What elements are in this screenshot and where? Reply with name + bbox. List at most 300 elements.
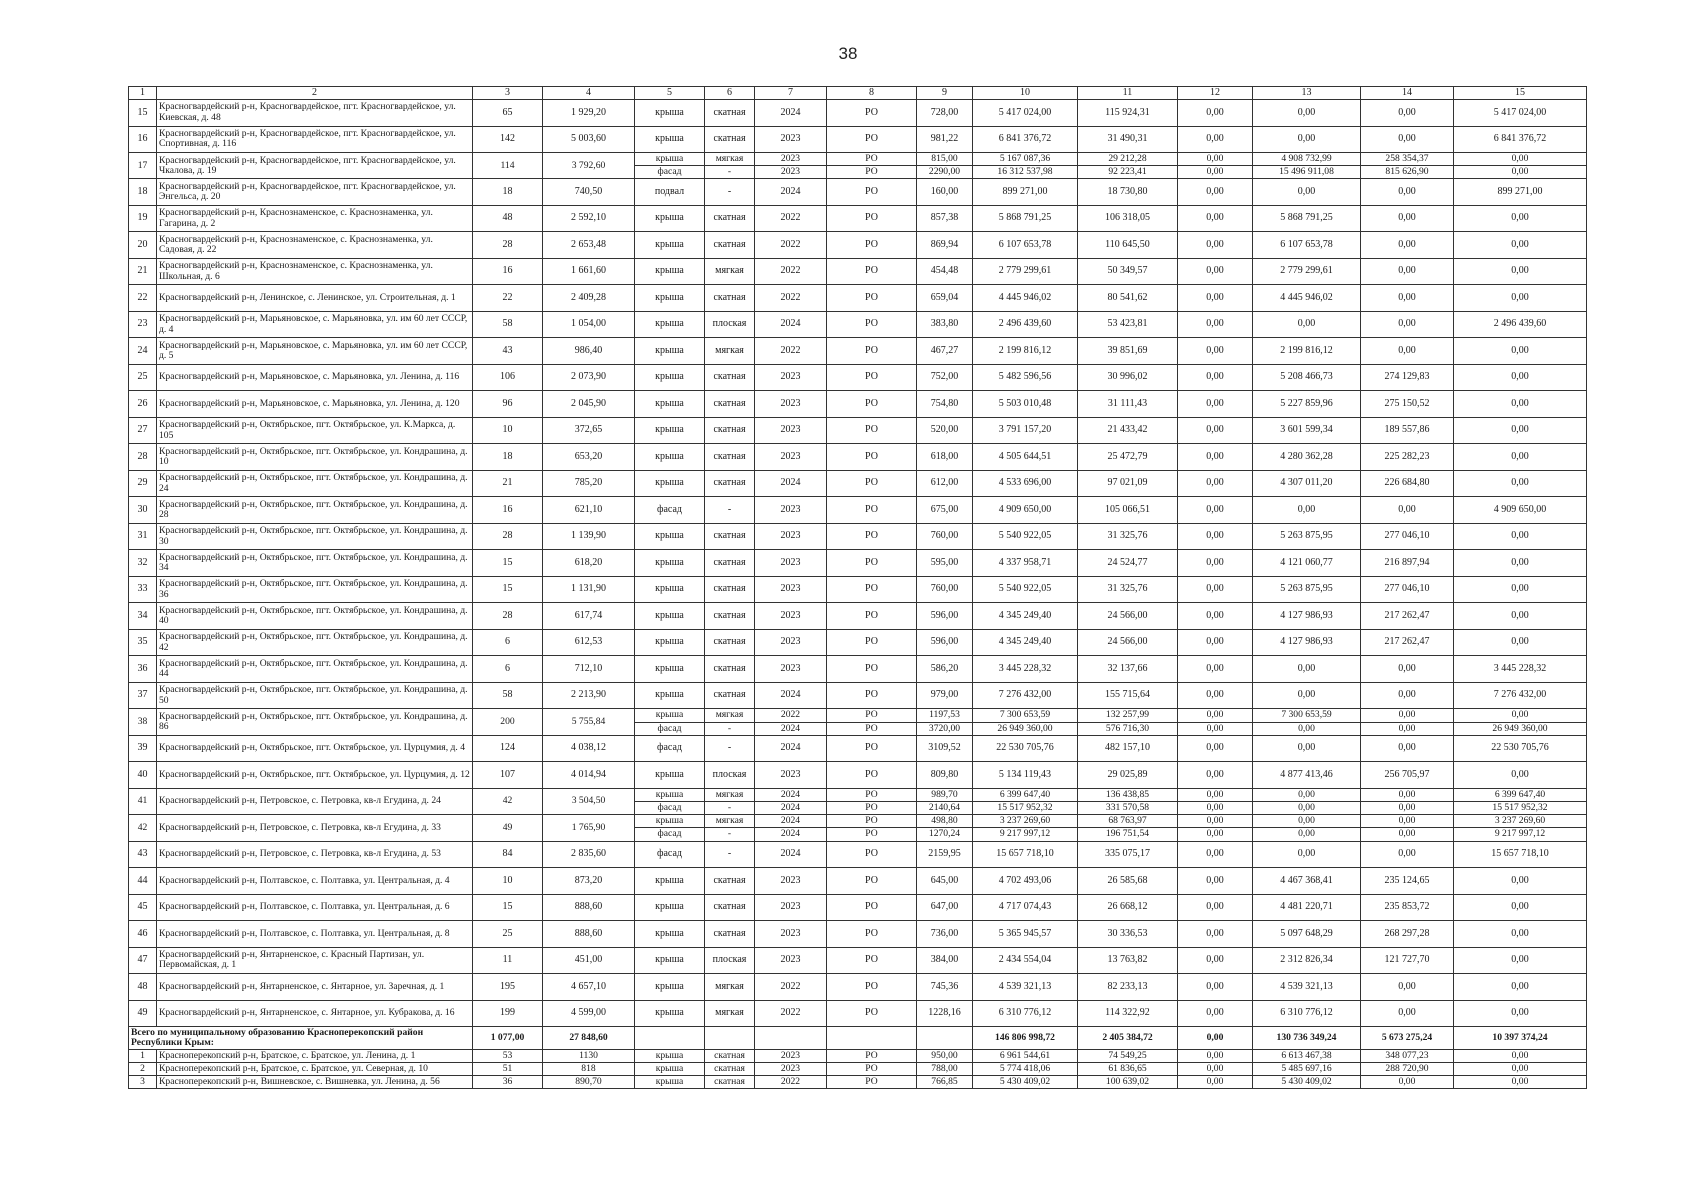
cell-c10: 6 961 544,61 (973, 1050, 1078, 1063)
area-cell: 1 054,00 (543, 311, 635, 338)
address-cell: Красногвардейский р-н, Октябрьское, пгт. Октябрьское, ул. Цурцумия, д. 4 (157, 735, 473, 762)
cell-c7: 2023 (755, 497, 827, 524)
cell-c7: 2023 (755, 603, 827, 630)
table-row (129, 629, 1587, 656)
cell-c8: РО (827, 179, 917, 206)
cell-c7: 2024 (755, 470, 827, 497)
cell-c10: 6 310 776,12 (973, 1000, 1078, 1027)
cell-c9: 981,22 (917, 126, 973, 153)
cell-c14: 0,00 (1361, 232, 1454, 259)
cell-c10: 899 271,00 (973, 179, 1078, 206)
cell-c12: 0,00 (1178, 100, 1253, 127)
cell-c12: 0,00 (1178, 232, 1253, 259)
cell-c12: 0,00 (1178, 338, 1253, 365)
cell-c8: РО (827, 311, 917, 338)
address-cell: Красногвардейский р-н, Петровское, с. Петровка, кв-л Егудина, д. 33 (157, 815, 473, 841)
cell-c8: РО (827, 205, 917, 232)
cell-c13: 4 467 368,41 (1253, 868, 1361, 895)
cell-c8: РО (827, 815, 917, 828)
cell-c6: мягкая (705, 788, 755, 801)
total-c10: 146 806 998,72 (973, 1027, 1078, 1050)
area-cell: 653,20 (543, 444, 635, 471)
apartments-cell: 142 (473, 126, 543, 153)
cell-c15: 0,00 (1454, 576, 1587, 603)
cell-c4: 1130 (543, 1050, 635, 1063)
cell-c13: 0,00 (1253, 841, 1361, 868)
cell-c7: 2024 (755, 801, 827, 814)
address-cell: Красногвардейский р-н, Янтарненское, с. Красный Партизан, ул. Первомайская, д. 1 (157, 947, 473, 974)
cell-c6: скатная (705, 444, 755, 471)
cell-c12: 0,00 (1178, 801, 1253, 814)
cell-c15: 0,00 (1454, 1063, 1587, 1076)
cell-c4: 890,70 (543, 1076, 635, 1089)
table-row (129, 682, 1587, 709)
cell-c11: 105 066,51 (1078, 497, 1178, 524)
cell-c9: 454,48 (917, 258, 973, 285)
cell-c12: 0,00 (1178, 603, 1253, 630)
cell-c14: 0,00 (1361, 179, 1454, 206)
total-c13: 130 736 349,24 (1253, 1027, 1361, 1050)
cell-c13: 0,00 (1253, 735, 1361, 762)
cell-c6: - (705, 722, 755, 735)
cell-c7: 2022 (755, 1076, 827, 1089)
address-cell: Красногвардейский р-н, Марьяновское, с. Марьяновка, ул. им 60 лет СССР, д. 5 (157, 338, 473, 365)
cell-c7: 2023 (755, 391, 827, 418)
cell-c6: мягкая (705, 709, 755, 722)
cell-c14: 235 853,72 (1361, 894, 1454, 921)
cell-c9: 989,70 (917, 788, 973, 801)
cell-c15: 0,00 (1454, 974, 1587, 1001)
cell-c13: 4 539 321,13 (1253, 974, 1361, 1001)
cell-c7: 2024 (755, 735, 827, 762)
cell-c6: скатная (705, 126, 755, 153)
cell-c6: мягкая (705, 338, 755, 365)
cell-c5: крыша (635, 1076, 705, 1089)
cell-c8: РО (827, 232, 917, 259)
cell-c5: крыша (635, 629, 705, 656)
area-cell: 618,20 (543, 550, 635, 577)
cell-c8: РО (827, 656, 917, 683)
cell-c12: 0,00 (1178, 258, 1253, 285)
cell-c14: 0,00 (1361, 722, 1454, 735)
cell-c10: 5 482 596,56 (973, 364, 1078, 391)
address-cell: Красноперекопский р-н, Братское, с. Братское, ул. Ленина, д. 1 (157, 1050, 473, 1063)
cell-c9: 2140,64 (917, 801, 973, 814)
cell-c10: 3 237 269,60 (973, 815, 1078, 828)
cell-c13: 5 263 875,95 (1253, 523, 1361, 550)
area-cell: 4 038,12 (543, 735, 635, 762)
cell-c8: РО (827, 1076, 917, 1089)
area-cell: 740,50 (543, 179, 635, 206)
cell-c15: 0,00 (1454, 868, 1587, 895)
cell-c9: 3720,00 (917, 722, 973, 735)
cell-c14: 0,00 (1361, 682, 1454, 709)
cell-c15: 0,00 (1454, 205, 1587, 232)
cell-c15: 0,00 (1454, 1050, 1587, 1063)
area-cell: 2 045,90 (543, 391, 635, 418)
address-cell: Красногвардейский р-н, Марьяновское, с. Марьяновка, ул. им 60 лет СССР, д. 4 (157, 311, 473, 338)
area-cell: 2 409,28 (543, 285, 635, 312)
cell-c9: 384,00 (917, 947, 973, 974)
header-row (129, 87, 1587, 100)
row-number: 18 (129, 179, 157, 206)
table-row (129, 868, 1587, 895)
cell-c9: 754,80 (917, 391, 973, 418)
cell-c10: 5 540 922,05 (973, 523, 1078, 550)
cell-c14: 348 077,23 (1361, 1050, 1454, 1063)
cell-c10: 4 445 946,02 (973, 285, 1078, 312)
cell-c8: РО (827, 788, 917, 801)
address-cell: Красногвардейский р-н, Октябрьское, пгт. Октябрьское, ул. Кондрашина, д. 28 (157, 497, 473, 524)
address-cell: Красногвардейский р-н, Октябрьское, пгт. Октябрьское, ул. Кондрашина, д. 50 (157, 682, 473, 709)
apartments-cell: 84 (473, 841, 543, 868)
cell-c7: 2023 (755, 868, 827, 895)
cell-c14: 0,00 (1361, 828, 1454, 841)
address-cell: Красногвардейский р-н, Красногвардейское, пгт. Красногвардейское, ул. Спортивная, д. 116 (157, 126, 473, 153)
apartments-cell: 107 (473, 762, 543, 789)
apartments-cell: 28 (473, 232, 543, 259)
cell-c5: крыша (635, 576, 705, 603)
cell-c15: 0,00 (1454, 894, 1587, 921)
table-row (129, 417, 1587, 444)
cell-c11: 29 212,28 (1078, 153, 1178, 166)
cell-c14: 0,00 (1361, 974, 1454, 1001)
row-number: 36 (129, 656, 157, 683)
cell-c9: 596,00 (917, 629, 973, 656)
apartments-cell: 18 (473, 179, 543, 206)
cell-c5: крыша (635, 762, 705, 789)
cell-c11: 576 716,30 (1078, 722, 1178, 735)
cell-c5: крыша (635, 523, 705, 550)
cell-c12: 0,00 (1178, 735, 1253, 762)
row-number: 40 (129, 762, 157, 789)
cell-c7: 2023 (755, 444, 827, 471)
cell-c14: 274 129,83 (1361, 364, 1454, 391)
area-cell: 1 765,90 (543, 815, 635, 841)
column-header-6: 6 (705, 87, 755, 100)
cell-c10: 5 167 087,36 (973, 153, 1078, 166)
cell-c13: 4 127 986,93 (1253, 629, 1361, 656)
cell-c5: фасад (635, 722, 705, 735)
cell-c6: мягкая (705, 974, 755, 1001)
row-number: 23 (129, 311, 157, 338)
cell-c10: 22 530 705,76 (973, 735, 1078, 762)
cell-c7: 2022 (755, 338, 827, 365)
cell-c15: 0,00 (1454, 1000, 1587, 1027)
cell-c8: РО (827, 417, 917, 444)
cell-c11: 13 763,82 (1078, 947, 1178, 974)
cell-c7: 2023 (755, 1063, 827, 1076)
cell-c5: крыша (635, 709, 705, 722)
cell-c7: 2023 (755, 576, 827, 603)
cell-c13: 0,00 (1253, 126, 1361, 153)
apartments-cell: 65 (473, 100, 543, 127)
cell-c15: 15 517 952,32 (1454, 801, 1587, 814)
cell-c10: 6 399 647,40 (973, 788, 1078, 801)
area-cell: 612,53 (543, 629, 635, 656)
cell-c12: 0,00 (1178, 497, 1253, 524)
area-cell: 2 653,48 (543, 232, 635, 259)
cell-c3: 51 (473, 1063, 543, 1076)
cell-c11: 155 715,64 (1078, 682, 1178, 709)
cell-c13: 15 496 911,08 (1253, 166, 1361, 179)
row-number: 33 (129, 576, 157, 603)
cell-c13: 6 107 653,78 (1253, 232, 1361, 259)
cell-c6: скатная (705, 470, 755, 497)
column-header-10: 10 (973, 87, 1078, 100)
cell-c13: 0,00 (1253, 179, 1361, 206)
cell-c7: 2024 (755, 722, 827, 735)
area-cell: 1 661,60 (543, 258, 635, 285)
cell-c11: 25 472,79 (1078, 444, 1178, 471)
address-cell: Красногвардейский р-н, Красногвардейское, пгт. Красногвардейское, ул. Энгельса, д. 20 (157, 179, 473, 206)
cell-c10: 4 345 249,40 (973, 603, 1078, 630)
row-number: 17 (129, 153, 157, 179)
cell-c9: 745,36 (917, 974, 973, 1001)
cell-c8: РО (827, 1050, 917, 1063)
apartments-cell: 49 (473, 815, 543, 841)
row-number: 48 (129, 974, 157, 1001)
cell-c6: - (705, 735, 755, 762)
cell-c12: 0,00 (1178, 1050, 1253, 1063)
cell-c7: 2024 (755, 682, 827, 709)
row-number: 16 (129, 126, 157, 153)
row-number: 49 (129, 1000, 157, 1027)
cell-c11: 24 524,77 (1078, 550, 1178, 577)
cell-c13: 7 300 653,59 (1253, 709, 1361, 722)
cell-c12: 0,00 (1178, 947, 1253, 974)
total-c14: 5 673 275,24 (1361, 1027, 1454, 1050)
cell-c5: крыша (635, 1050, 705, 1063)
apartments-cell: 114 (473, 153, 543, 179)
cell-c6: - (705, 841, 755, 868)
cell-c14: 216 897,94 (1361, 550, 1454, 577)
cell-c13: 0,00 (1253, 722, 1361, 735)
cell-c11: 50 349,57 (1078, 258, 1178, 285)
cell-c14: 0,00 (1361, 801, 1454, 814)
address-cell: Красногвардейский р-н, Краснознаменское, с. Краснознаменка, ул. Садовая, д. 22 (157, 232, 473, 259)
total-c11: 2 405 384,72 (1078, 1027, 1178, 1050)
cell-c12: 0,00 (1178, 629, 1253, 656)
cell-c5: крыша (635, 153, 705, 166)
cell-c14: 235 124,65 (1361, 868, 1454, 895)
cell-c5: крыша (635, 391, 705, 418)
cell-c13: 4 307 011,20 (1253, 470, 1361, 497)
cell-c15: 0,00 (1454, 391, 1587, 418)
cell-c15: 899 271,00 (1454, 179, 1587, 206)
cell-c7: 2023 (755, 550, 827, 577)
cell-c11: 92 223,41 (1078, 166, 1178, 179)
cell-c12: 0,00 (1178, 921, 1253, 948)
cell-c9: 645,00 (917, 868, 973, 895)
cell-c9: 857,38 (917, 205, 973, 232)
cell-c8: РО (827, 391, 917, 418)
area-cell: 4 014,94 (543, 762, 635, 789)
cell-c10: 4 337 958,71 (973, 550, 1078, 577)
cell-c14: 0,00 (1361, 338, 1454, 365)
page-number: 38 (838, 44, 858, 63)
cell-c12: 0,00 (1178, 179, 1253, 206)
cell-c9: 612,00 (917, 470, 973, 497)
cell-c5: крыша (635, 947, 705, 974)
cell-c10: 3 445 228,32 (973, 656, 1078, 683)
apartments-cell: 48 (473, 205, 543, 232)
address-cell: Красногвардейский р-н, Октябрьское, пгт. Октябрьское, ул. Цурцумия, д. 12 (157, 762, 473, 789)
row-number: 30 (129, 497, 157, 524)
cell-c13: 4 481 220,71 (1253, 894, 1361, 921)
cell-c5: крыша (635, 603, 705, 630)
cell-c11: 18 730,80 (1078, 179, 1178, 206)
cell-c13: 0,00 (1253, 828, 1361, 841)
row-number: 35 (129, 629, 157, 656)
cell-c7: 2023 (755, 762, 827, 789)
table-row (129, 232, 1587, 259)
cell-c8: РО (827, 1000, 917, 1027)
cell-c10: 5 540 922,05 (973, 576, 1078, 603)
cell-c14: 226 684,80 (1361, 470, 1454, 497)
cell-c10: 3 791 157,20 (973, 417, 1078, 444)
row-number: 41 (129, 788, 157, 814)
cell-c12: 0,00 (1178, 709, 1253, 722)
cell-c9: 586,20 (917, 656, 973, 683)
cell-c5: крыша (635, 1000, 705, 1027)
cell-c7: 2024 (755, 788, 827, 801)
cell-c6: мягкая (705, 153, 755, 166)
address-cell: Красногвардейский р-н, Октябрьское, пгт. Октябрьское, ул. Кондрашина, д. 36 (157, 576, 473, 603)
address-cell: Красногвардейский р-н, Полтавское, с. Полтавка, ул. Центральная, д. 8 (157, 921, 473, 948)
area-cell: 888,60 (543, 921, 635, 948)
total-c12: 0,00 (1178, 1027, 1253, 1050)
cell-c10: 2 496 439,60 (973, 311, 1078, 338)
cell-c11: 74 549,25 (1078, 1050, 1178, 1063)
row-number: 42 (129, 815, 157, 841)
cell-c5: крыша (635, 868, 705, 895)
cell-c15: 0,00 (1454, 166, 1587, 179)
cell-c13: 6 310 776,12 (1253, 1000, 1361, 1027)
table-row (129, 603, 1587, 630)
apartments-cell: 10 (473, 868, 543, 895)
cell-c8: РО (827, 285, 917, 312)
cell-c8: РО (827, 828, 917, 841)
area-cell: 3 792,60 (543, 153, 635, 179)
area-cell: 2 073,90 (543, 364, 635, 391)
cell-n: 1 (129, 1050, 157, 1063)
cell-c6: скатная (705, 550, 755, 577)
cell-c9: 760,00 (917, 576, 973, 603)
address-cell: Красногвардейский р-н, Красногвардейское, пгт. Красногвардейское, ул. Киевская, д. 48 (157, 100, 473, 127)
cell-c12: 0,00 (1178, 523, 1253, 550)
cell-c9: 728,00 (917, 100, 973, 127)
address-cell: Красногвардейский р-н, Октябрьское, пгт. Октябрьское, ул. Кондрашина, д. 10 (157, 444, 473, 471)
cell-c8: РО (827, 709, 917, 722)
table-row (129, 444, 1587, 471)
table-row (129, 709, 1587, 722)
table-row (129, 841, 1587, 868)
cell-c9: 659,04 (917, 285, 973, 312)
row-number: 34 (129, 603, 157, 630)
cell-c13: 5 208 466,73 (1253, 364, 1361, 391)
apartments-cell: 200 (473, 709, 543, 735)
cell-c5: крыша (635, 444, 705, 471)
cell-c13: 4 877 413,46 (1253, 762, 1361, 789)
cell-c15: 2 496 439,60 (1454, 311, 1587, 338)
cell-c11: 30 336,53 (1078, 921, 1178, 948)
table-row (129, 1076, 1587, 1089)
cell-c6: мягкая (705, 1000, 755, 1027)
cell-c10: 5 868 791,25 (973, 205, 1078, 232)
cell-c13: 4 127 986,93 (1253, 603, 1361, 630)
cell-c10: 4 702 493,06 (973, 868, 1078, 895)
cell-c14: 0,00 (1361, 126, 1454, 153)
cell-c8: РО (827, 868, 917, 895)
cell-c7: 2024 (755, 311, 827, 338)
cell-c11: 26 668,12 (1078, 894, 1178, 921)
address-cell: Красногвардейский р-н, Краснознаменское, с. Краснознаменка, ул. Школьная, д. 6 (157, 258, 473, 285)
cell-c5: крыша (635, 788, 705, 801)
cell-c12: 0,00 (1178, 868, 1253, 895)
row-number: 44 (129, 868, 157, 895)
cell-c12: 0,00 (1178, 828, 1253, 841)
cell-c6: скатная (705, 576, 755, 603)
apartments-cell: 10 (473, 417, 543, 444)
address-cell: Красногвардейский р-н, Полтавское, с. Полтавка, ул. Центральная, д. 6 (157, 894, 473, 921)
cell-c7: 2023 (755, 629, 827, 656)
apartments-cell: 58 (473, 682, 543, 709)
cell-c10: 4 345 249,40 (973, 629, 1078, 656)
cell-c14: 0,00 (1361, 497, 1454, 524)
cell-n: 3 (129, 1076, 157, 1089)
address-cell: Красноперекопский р-н, Братское, с. Братское, ул. Северная, д. 10 (157, 1063, 473, 1076)
cell-c5: крыша (635, 417, 705, 444)
table-row (129, 338, 1587, 365)
cell-c14: 815 626,90 (1361, 166, 1454, 179)
cell-c6: скатная (705, 100, 755, 127)
cell-c12: 0,00 (1178, 815, 1253, 828)
table-row (129, 1063, 1587, 1076)
cell-c8: РО (827, 722, 917, 735)
area-cell: 986,40 (543, 338, 635, 365)
cell-c11: 29 025,89 (1078, 762, 1178, 789)
cell-c15: 3 237 269,60 (1454, 815, 1587, 828)
cell-c10: 16 312 537,98 (973, 166, 1078, 179)
cell-c6: скатная (705, 523, 755, 550)
cell-c9: 467,27 (917, 338, 973, 365)
cell-c6: плоская (705, 762, 755, 789)
table-row (129, 815, 1587, 828)
cell-c11: 80 541,62 (1078, 285, 1178, 312)
table-body (129, 87, 1587, 1089)
cell-c15: 0,00 (1454, 470, 1587, 497)
cell-c5: крыша (635, 656, 705, 683)
cell-c15: 0,00 (1454, 285, 1587, 312)
area-cell: 5 755,84 (543, 709, 635, 735)
total-area: 27 848,60 (543, 1027, 635, 1050)
table-row (129, 921, 1587, 948)
row-number: 26 (129, 391, 157, 418)
apartments-cell: 22 (473, 285, 543, 312)
address-cell: Красногвардейский р-н, Октябрьское, пгт. Октябрьское, ул. Кондрашина, д. 34 (157, 550, 473, 577)
cell-c8: РО (827, 444, 917, 471)
cell-c9: 596,00 (917, 603, 973, 630)
apartments-cell: 28 (473, 603, 543, 630)
cell-c15: 0,00 (1454, 762, 1587, 789)
cell-c13: 5 485 697,16 (1253, 1063, 1361, 1076)
cell-c5: крыша (635, 550, 705, 577)
cell-c5: фасад (635, 735, 705, 762)
cell-c14: 225 282,23 (1361, 444, 1454, 471)
cell-c14: 0,00 (1361, 735, 1454, 762)
cell-c12: 0,00 (1178, 1000, 1253, 1027)
